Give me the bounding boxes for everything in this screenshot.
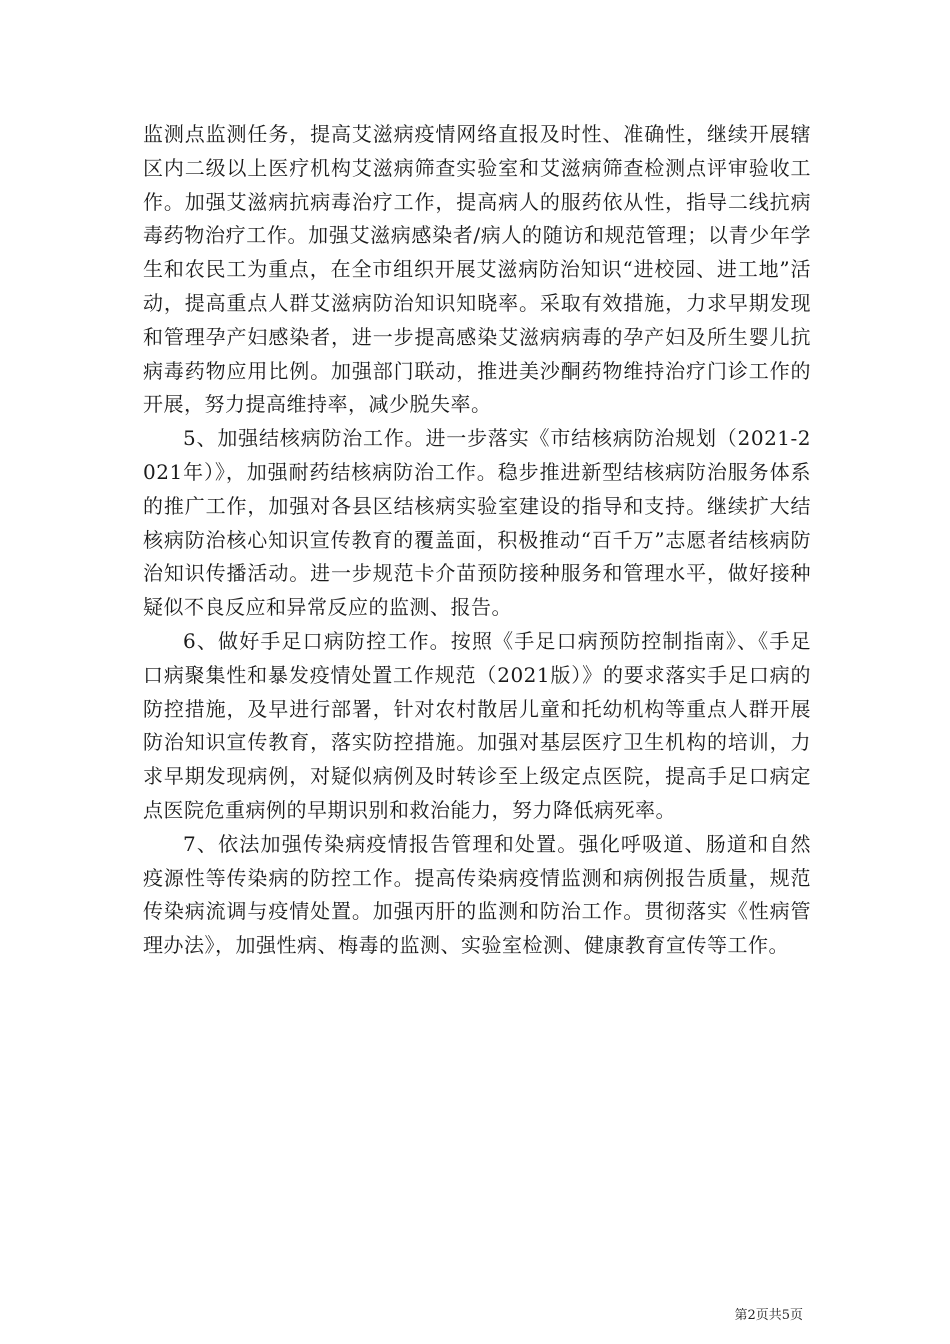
paragraph-hand-foot-mouth: 6、做好手足口病防控工作。按照《手足口病预防控制指南》、《手足口病聚集性和暴发疫情处置工作规范（2021版）》的要求落实手足口病的防控措施，及早进行部署，针对农村散居儿童和托幼机构等重点人群开展防治知识宣传教育，落实防控措施。加强对基层医疗卫生机构的培训，力求早期发现病例，对疑似病例及时转诊至上级定点医院，提高手足口病定点医院危重病例的早期识别和救治能力，努力降低病死率。 xyxy=(143,628,811,822)
page-number-label: 第2页共5页 xyxy=(734,1308,803,1323)
paragraph-aids-continued: 监测点监测任务，提高艾滋病疫情网络直报及时性、准确性，继续开展辖区内二级以上医疗机构艾滋病筛查实验室和艾滋病筛查检测点评审验收工作。加强艾滋病抗病毒治疗工作，提高病人的服药依从性，指导二线抗病毒药物治疗工作。加强艾滋病感染者/病人的随访和规范管理；以青少年学生和农民工为重点，在全市组织开展艾滋病防治知识“进校园、进工地”活动，提高重点人群艾滋病防治知识知晓率。采取有效措施，力求早期发现和管理孕产妇感染者，进一步提高感染艾滋病病毒的孕产妇及所生婴儿抗病毒药物应用比例。加强部门联动，推进美沙酮药物维持治疗门诊工作的开展，努力提高维持率，减少脱失率。 xyxy=(143,122,811,417)
page-number-footer xyxy=(734,1304,803,1323)
paragraph-tuberculosis: 5、加强结核病防治工作。进一步落实《市结核病防治规划（2021-2021年）》，加强耐药结核病防治工作。稳步推进新型结核病防治服务体系的推广工作，加强对各县区结核病实验室建设的指导和支持。继续扩大结核病防治核心知识宣传教育的覆盖面，积极推动“百千万”志愿者结核病防治知识传播活动。进一步规范卡介苗预防接种服务和管理水平，做好接种疑似不良反应和异常反应的监测、报告。 xyxy=(143,426,811,620)
paragraph-infectious-disease-reporting: 7、依法加强传染病疫情报告管理和处置。强化呼吸道、肠道和自然疫源性等传染病的防控工作。提高传染病疫情监测和病例报告质量，规范传染病流调与疫情处置。加强丙肝的监测和防治工作。贯彻落实《性病管理办法》，加强性病、梅毒的监测、实验室检测、健康教育宣传等工作。 xyxy=(143,831,811,958)
document-body xyxy=(143,118,811,963)
